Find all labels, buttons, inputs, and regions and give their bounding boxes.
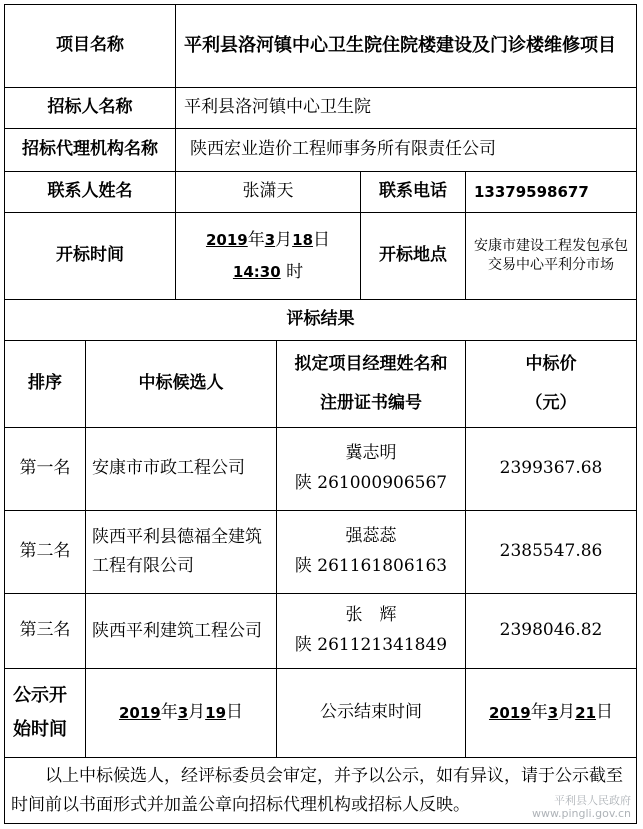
- opening-time-label: 开标时间: [4, 212, 176, 300]
- opening-time-value: [175, 212, 361, 300]
- candidate-2-manager: 强蕊蕊 陕 261161806163: [276, 510, 466, 594]
- opening-date: 2019年3月18日: [205, 229, 331, 250]
- publicity-start-value: 2019 年 3 月 19 日: [85, 668, 277, 758]
- contact-phone-value: 13379598677: [465, 171, 637, 213]
- candidate-2-rank: 第二名: [4, 510, 86, 594]
- agency-label: 招标代理机构名称: [4, 128, 176, 172]
- candidate-3-rank: 第三名: [4, 593, 86, 669]
- candidate-1-rank: 第一名: [4, 427, 86, 511]
- contact-phone-label: 联系电话: [360, 171, 466, 213]
- candidate-3-price: 2398046.82: [465, 593, 637, 669]
- publicity-end-value: 2019 年 3 月 21 日: [465, 668, 637, 758]
- footer-note: 以上中标候选人，经评标委员会审定，并予以公示，如有异议，请于公示截至时间前以书面形式并加盖公章向招标代理机构或招标人反映。: [4, 757, 637, 824]
- project-name-value: 平利县洛河镇中心卫生院住院楼建设及门诊楼维修项目: [175, 4, 637, 88]
- candidate-2-price: 2385547.86: [465, 510, 637, 594]
- candidate-3-company: 陕西平利建筑工程公司: [85, 593, 277, 669]
- header-candidate: 中标候选人: [85, 340, 277, 428]
- candidate-1-price: 2399367.68: [465, 427, 637, 511]
- candidate-3-manager: 张 辉 陕 261121341849: [276, 593, 466, 669]
- header-rank: 排序: [4, 340, 86, 428]
- candidate-2-company: 陕西平利县德福全建筑工程有限公司: [85, 510, 277, 594]
- opening-place-label: 开标地点: [360, 212, 466, 300]
- candidate-1-manager: 冀志明 陕 261000906567: [276, 427, 466, 511]
- result-title: 评标结果: [4, 299, 637, 341]
- contact-name-label: 联系人姓名: [4, 171, 176, 213]
- bid-result-table: [4, 4, 637, 824]
- header-manager: 拟定项目经理姓名和 注册证书编号: [276, 340, 466, 428]
- tenderer-label: 招标人名称: [4, 87, 176, 129]
- site-watermark: 平利县人民政府 www.pingli.gov.cn: [532, 793, 631, 820]
- tenderer-value: 平利县洛河镇中心卫生院: [175, 87, 637, 129]
- agency-value: 陕西宏业造价工程师事务所有限责任公司: [175, 128, 637, 172]
- publicity-start-label: 公示开始时间: [4, 668, 86, 758]
- opening-clock: 14:30 时: [232, 262, 304, 282]
- opening-place-value: 安康市建设工程发包承包交易中心平利分市场: [465, 212, 637, 300]
- contact-name-value: 张潇天: [175, 171, 361, 213]
- publicity-end-label: 公示结束时间: [276, 668, 466, 758]
- header-price: 中标价 （元）: [465, 340, 637, 428]
- project-name-label: 项目名称: [4, 4, 176, 88]
- candidate-1-company: 安康市市政工程公司: [85, 427, 277, 511]
